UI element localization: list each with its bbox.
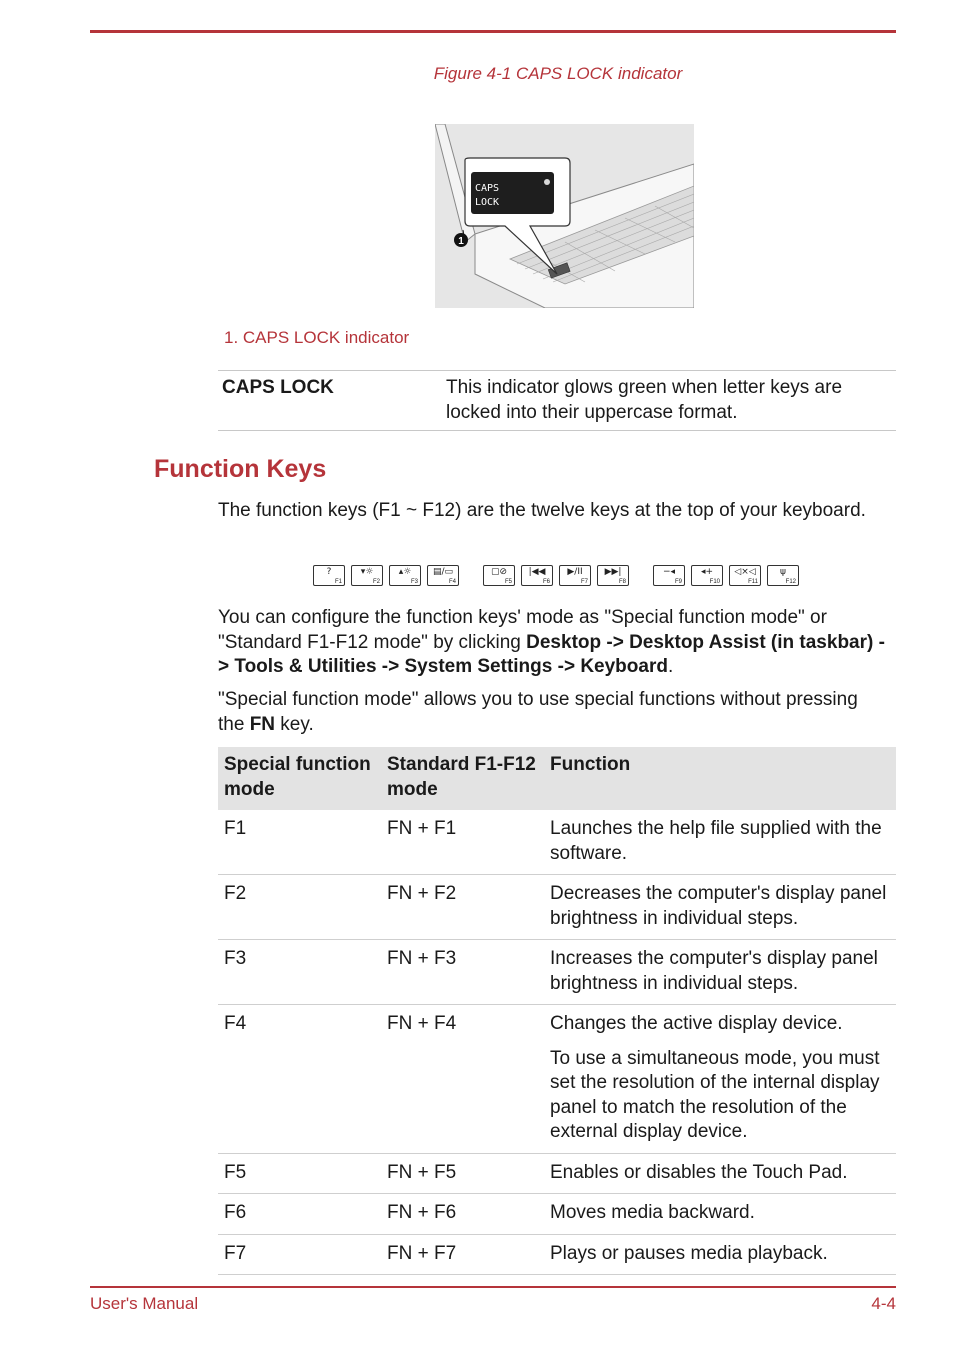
function-key-f9	[653, 565, 685, 586]
cell-special: F4	[218, 1005, 381, 1154]
function-description: Plays or pauses media playback.	[550, 1242, 828, 1264]
config-text-end: .	[667, 656, 674, 677]
table-row	[218, 1234, 896, 1275]
table-row	[218, 875, 896, 940]
function-key-f7	[559, 565, 591, 586]
function-description: Increases the computer's display panel brightness in individual steps.	[550, 948, 878, 994]
function-description: Launches the help file supplied with the software.	[550, 818, 882, 864]
function-description: Moves media backward.	[550, 1202, 755, 1223]
cell-special: F6	[218, 1194, 381, 1235]
key-label: F2	[372, 579, 380, 585]
callout-number: 1	[458, 236, 464, 247]
header-standard: Standard F1-F12 mode	[381, 747, 544, 810]
key-label: F9	[674, 579, 682, 585]
key-symbol-icon: ▶▶|	[604, 567, 622, 577]
definition-description: This indicator glows green when letter keys are locked into their uppercase format.	[446, 377, 843, 423]
function-description: Enables or disables the Touch Pad.	[550, 1161, 848, 1183]
cell-special: F3	[218, 940, 381, 1005]
cell-standard: FN + F1	[381, 810, 544, 875]
header-function: Function	[544, 747, 896, 810]
key-label: F8	[618, 579, 626, 585]
key-label: F12	[785, 579, 796, 585]
function-key-f10	[691, 565, 723, 586]
section-heading: Function Keys	[154, 455, 327, 483]
cell-special: F7	[218, 1234, 381, 1275]
function-description: Decreases the computer's display panel brightness in individual steps.	[550, 883, 887, 929]
table-header-row	[218, 747, 896, 810]
caps-lock-figure	[435, 124, 694, 308]
key-symbol-icon: ▤/▭	[432, 567, 454, 577]
footer-title: User's Manual	[90, 1294, 199, 1313]
table-row	[218, 940, 896, 1005]
config-path: Desktop -> Desktop Assist (in taskbar) -> Tools & Utilities -> System Settings -> Keyboard	[218, 631, 885, 677]
intro-paragraph: The function keys (F1 ~ F12) are the twelve keys at the top of your keyboard.	[218, 500, 866, 521]
cell-function	[544, 875, 896, 940]
cell-function	[544, 1005, 896, 1154]
key-label: F1	[334, 579, 342, 585]
function-key-strip	[313, 565, 803, 588]
cell-special: F5	[218, 1153, 381, 1194]
key-label: F3	[410, 579, 418, 585]
key-symbol-icon: ψ	[780, 567, 786, 577]
key-symbol-icon: ◁×◁	[734, 567, 756, 577]
table-row	[218, 1005, 896, 1154]
function-key-f6	[521, 565, 553, 586]
function-key-f11	[729, 565, 761, 586]
function-key-f12	[767, 565, 799, 586]
key-label: F6	[542, 579, 550, 585]
footer-rule	[90, 1286, 896, 1288]
function-key-f8	[597, 565, 629, 586]
table-row	[218, 1194, 896, 1235]
function-key-f4	[427, 565, 459, 586]
function-description: To use a simultaneous mode, you must set the resolution of the internal display panel to match the resolution of the external display device.	[550, 1047, 880, 1142]
cell-function	[544, 1153, 896, 1194]
table-row	[218, 810, 896, 875]
cell-function	[544, 810, 896, 875]
function-key-f2	[351, 565, 383, 586]
figure-caption: Figure 4-1 CAPS LOCK indicator	[433, 64, 683, 83]
table-row	[218, 1153, 896, 1194]
caps-lock-definition	[218, 370, 896, 431]
key-symbol-icon: |◀◀	[528, 567, 546, 577]
key-symbol-icon: ▾☼	[360, 567, 374, 577]
key-symbol-icon: ▶/II	[567, 567, 583, 577]
function-key-f5	[483, 565, 515, 586]
cell-standard: FN + F7	[381, 1234, 544, 1275]
cell-special: F2	[218, 875, 381, 940]
figure-legend: 1. CAPS LOCK indicator	[224, 328, 410, 347]
page-number: 4-4	[871, 1294, 896, 1313]
special-mode-paragraph	[218, 688, 888, 737]
cell-standard: FN + F2	[381, 875, 544, 940]
fn-key-name: FN	[249, 713, 276, 735]
config-paragraph	[218, 606, 888, 680]
key-symbol-icon: ▢⊘	[490, 567, 508, 577]
definition-term: CAPS LOCK	[222, 377, 334, 398]
cell-special: F1	[218, 810, 381, 875]
key-label: F10	[709, 579, 720, 585]
cell-standard: FN + F3	[381, 940, 544, 1005]
key-symbol-icon: ◂+	[700, 567, 714, 577]
key-label: F4	[448, 579, 456, 585]
key-label: F5	[504, 579, 512, 585]
function-key-f1	[313, 565, 345, 586]
key-symbol-icon: −◂	[662, 567, 676, 577]
cell-standard: FN + F6	[381, 1194, 544, 1235]
cell-standard: FN + F4	[381, 1005, 544, 1154]
config-text: You can configure the function keys' mode as "Special function mode" or "Standard F1-F12 mode" by clicking	[218, 607, 827, 653]
cell-standard: FN + F5	[381, 1153, 544, 1194]
header-rule	[90, 30, 896, 33]
function-keys-table	[218, 747, 896, 1275]
indicator-label-caps: CAPS	[475, 183, 500, 194]
function-description: Changes the active display device.	[550, 1013, 843, 1034]
function-key-f3	[389, 565, 421, 586]
key-symbol-icon: ▴☼	[398, 567, 412, 577]
cell-function	[544, 940, 896, 1005]
header-special: Special function mode	[218, 747, 381, 810]
key-label: F7	[580, 579, 588, 585]
key-label: F11	[748, 579, 758, 585]
indicator-label-lock: LOCK	[475, 197, 500, 208]
cell-function	[544, 1194, 896, 1235]
special-text: "Special function mode" allows you to use special functions without pressing the	[218, 689, 858, 735]
cell-function	[544, 1234, 896, 1275]
special-text-end: key.	[275, 713, 314, 735]
key-symbol-icon: ?	[326, 567, 332, 577]
